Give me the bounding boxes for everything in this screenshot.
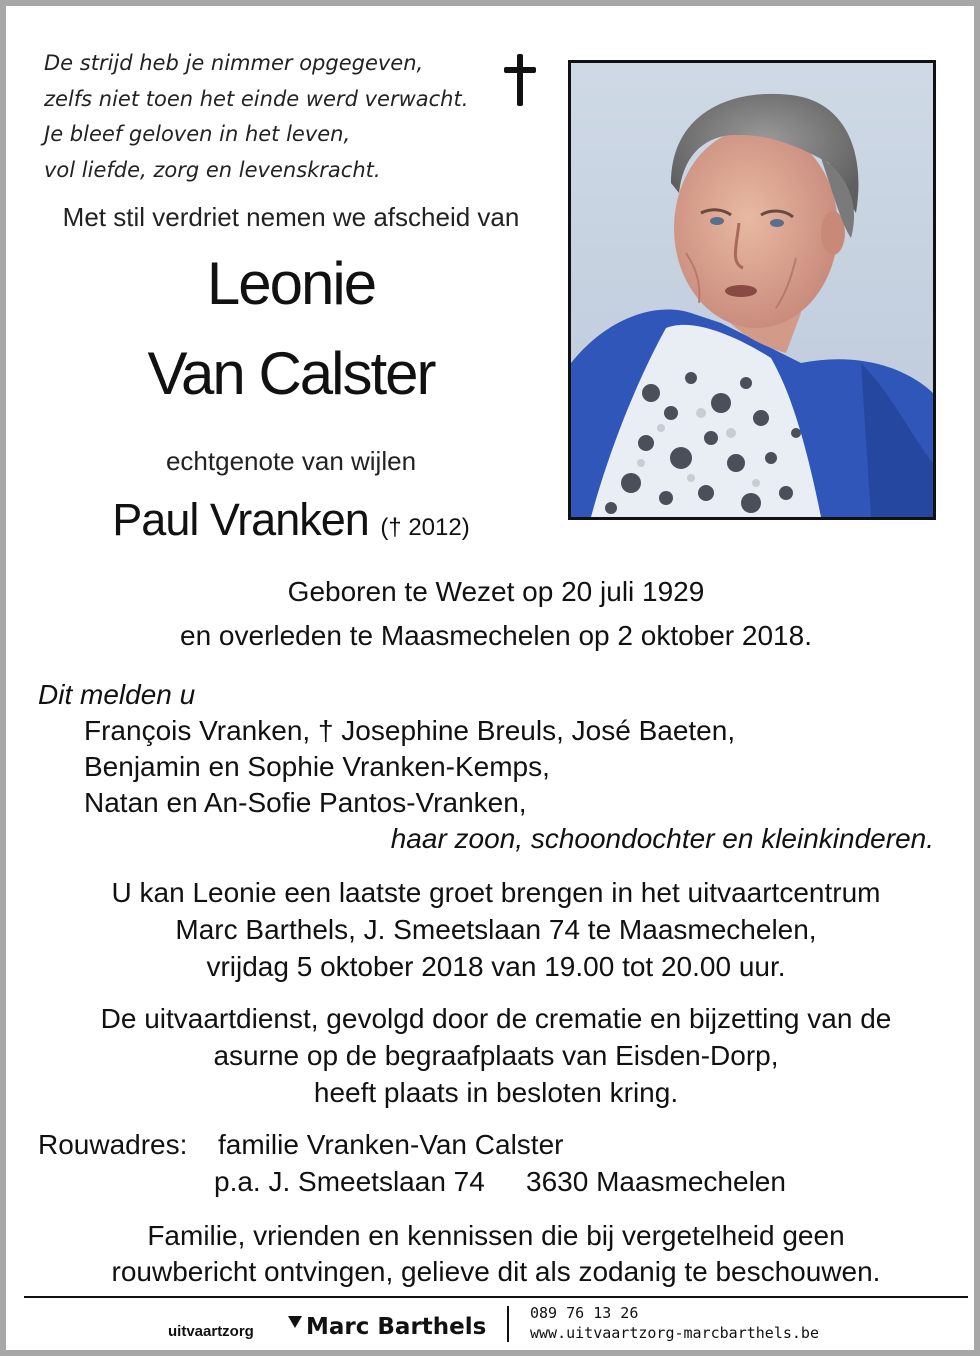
family-line: Natan en An-Sofie Pantos-Vranken,: [84, 787, 527, 818]
spouse-intro: echtgenote van wijlen: [165, 446, 417, 476]
family-intro: Dit melden u: [38, 679, 196, 710]
footer-prefix: uitvaartzorg: [168, 1323, 254, 1340]
spouse-death-year: († 2012): [380, 514, 470, 541]
deceased-first-name: Leonie: [206, 250, 376, 317]
footer-brand: Marc Barthels: [306, 1314, 487, 1340]
portrait-illustration: [571, 63, 933, 517]
poem: [44, 46, 468, 188]
footer-separator: [507, 1306, 509, 1342]
closing-line: rouwbericht ontvingen, gelieve dit als zodanig te beschouwen.: [111, 1256, 881, 1287]
triangle-icon: [288, 1316, 302, 1328]
closing-line: Familie, vrienden en kennissen die bij vergetelheid geen: [147, 1220, 845, 1251]
cross-icon: [503, 54, 537, 106]
footer-phone: 089 76 13 26: [530, 1304, 639, 1322]
poem-line: De strijd heb je nimmer opgegeven,: [44, 51, 424, 75]
visitation-line: U kan Leonie een laatste groet brengen in het uitvaartcentrum: [111, 877, 881, 908]
portrait-photo: [568, 60, 936, 520]
spouse-line: [36, 494, 546, 546]
visitation-line: vrijdag 5 oktober 2018 van 19.00 tot 20.00 uur.: [206, 951, 786, 982]
address-label: Rouwadres:: [38, 1129, 188, 1160]
birth-line: Geboren te Wezet op 20 juli 1929: [287, 576, 705, 607]
visitation-line: Marc Barthels, J. Smeetslaan 74 te Maasmechelen,: [175, 914, 817, 945]
address-street: p.a. J. Smeetslaan 74: [214, 1166, 485, 1197]
footer-divider: [24, 1296, 968, 1298]
poem-line: Je bleef geloven in het leven,: [44, 122, 351, 146]
poem-line: zelfs niet toen het einde werd verwacht.: [44, 86, 469, 111]
family-line: François Vranken, † Josephine Breuls, José Baeten,: [84, 715, 736, 746]
service-line: asurne op de begraafplaats van Eisden-Dorp,: [213, 1040, 779, 1071]
service-line: De uitvaartdienst, gevolgd door de crematie en bijzetting van de: [100, 1003, 892, 1034]
poem-line: vol liefde, zorg en levenskracht.: [44, 157, 381, 182]
family-relation: haar zoon, schoondochter en kleinkinderen.: [390, 823, 934, 854]
address-name: familie Vranken-Van Calster: [218, 1129, 564, 1160]
death-line: en overleden te Maasmechelen op 2 oktober 2018.: [180, 620, 812, 651]
spouse-name: Paul Vranken: [112, 494, 369, 545]
address-city: 3630 Maasmechelen: [526, 1166, 786, 1197]
service-line: heeft plaats in besloten kring.: [313, 1077, 679, 1108]
family-line: Benjamin en Sophie Vranken-Kemps,: [84, 751, 550, 782]
deceased-last-name: Van Calster: [147, 340, 435, 407]
footer-website: www.uitvaartzorg-marcbarthels.be: [530, 1324, 819, 1342]
intro-text: Met stil verdriet nemen we afscheid van: [62, 202, 520, 232]
